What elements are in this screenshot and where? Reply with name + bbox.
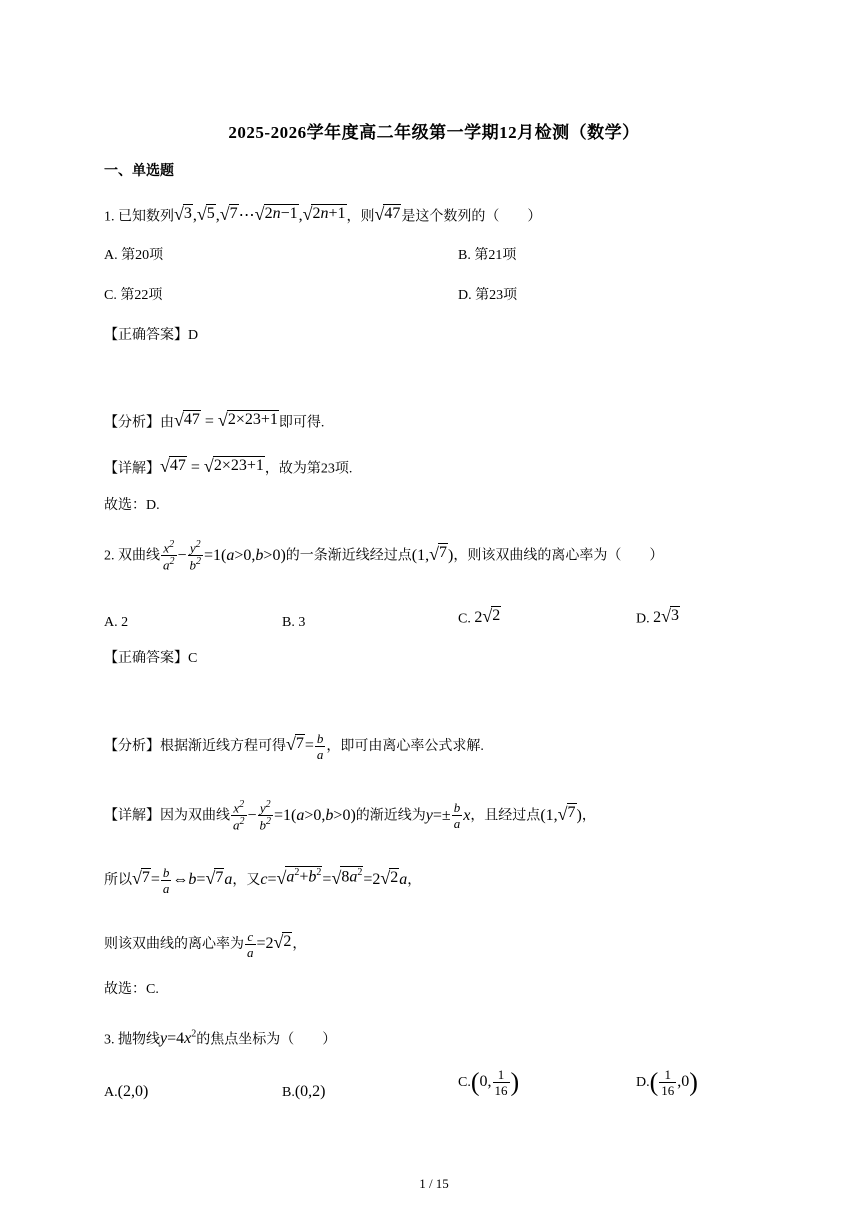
q1-option-d: D. 第23项 [458, 288, 518, 303]
question-3: 3. 抛物线$y=4x^2$的焦点坐标为（ ） [104, 1029, 337, 1048]
q1-option-b: B. 第21项 [458, 248, 517, 263]
q1-detail: 【详解】 √ 47 = √ 2×23+1 ，故为第23项. [104, 456, 353, 477]
q3-option-a: A.(2,0) [104, 1083, 149, 1100]
q1-analysis: 【分析】由 √ 47 = √ 2×23+1 即可得. [104, 410, 325, 431]
q2-option-c: C. 2 √ 2 [458, 606, 501, 627]
page-number: 1 / 15 [419, 1176, 449, 1191]
q2-answer: 【正确答案】C [104, 651, 198, 666]
q3-option-c: C.(0, $\frac{1}{16}$ ) [458, 1067, 520, 1098]
q1-choose: 故选：D. [104, 498, 160, 513]
hyperbola-equation: $\frac{x^2}{a^2}$ − $\frac{y^2}{b^2}$ =1(a>0,b>0) [163, 539, 286, 573]
q1-answer: 【正确答案】D [104, 328, 199, 343]
q2-detail: 【详解】因为双曲线 $\frac{x^2}{a^2}$ − $\frac{y^2}{b^2}$ =1(a>0,b>0)的渐近线为y=± $\frac{b}{a}$ x，且经过点(1, √ 7 )， [104, 799, 596, 833]
q2-option-d: D. 2 √ 3 [636, 606, 680, 627]
sequence-formula: √ 3 , √ 5 , √ 7 ⋯ √ 2n−1 , √ 2n+1 [174, 204, 346, 225]
q2-choose: 故选：C. [104, 982, 159, 997]
q1-option-c: C. 第22项 [104, 288, 163, 303]
q2-eccentricity: 则该双曲线的离心率为 $\frac{c}{a}$ =2 √ 2 ， [104, 929, 307, 960]
q1-option-a: A. 第20项 [104, 248, 164, 263]
q2-option-b: B. 3 [282, 615, 306, 630]
q2-option-a: A. 2 [104, 615, 129, 630]
q2-so: 所以 √ 7 = $\frac{b}{a}$ ⇔b= √ 7 a，又c= √ $a^2+b^2$ = √ $8a^2$ =2 √ 2 a， [104, 865, 422, 896]
q3-option-d: D.( $\frac{1}{16}$ ,0) [636, 1067, 698, 1098]
q2-analysis: 【分析】根据渐近线方程可得 √ 7 = $\frac{b}{a}$ ，即可由离心率公式求解. [104, 731, 484, 762]
q3-option-b: B.(0,2) [282, 1083, 326, 1100]
question-2: 2. 双曲线 $\frac{x^2}{a^2}$ − $\frac{y^2}{b^2}$ =1(a>0,b>0)的一条渐近线经过点(1, √ 7 )，则该双曲线的离心率为（ ） [104, 539, 664, 573]
page-title: 2025-2026学年度高二年级第一学期12月检测（数学） [228, 123, 640, 142]
section-heading: 一、单选题 [104, 164, 174, 179]
question-1: 1. 已知数列 √ 3 , √ 5 , √ 7 ⋯ √ 2n−1 , √ 2n+1 ，则 √ 47 是这个数列的（ ） [104, 204, 542, 225]
